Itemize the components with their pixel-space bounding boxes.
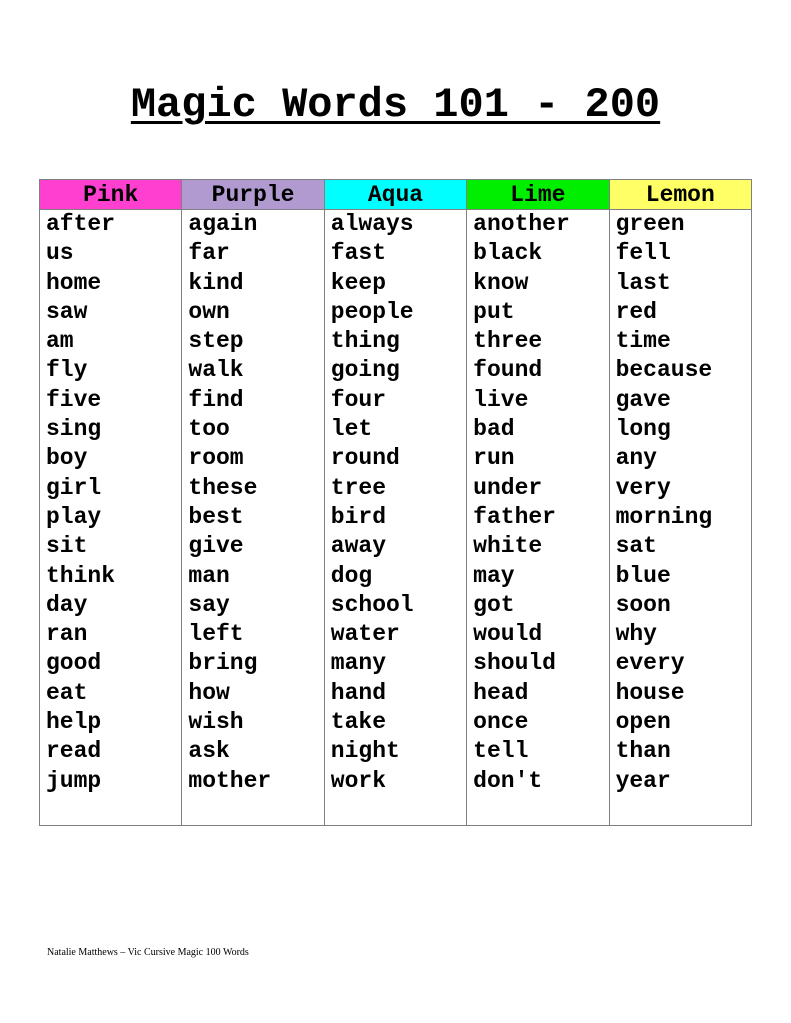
word-item: bird [330, 503, 386, 530]
word-item: fast [330, 240, 386, 267]
word-item: hand [330, 679, 386, 706]
word-item: water [330, 621, 400, 648]
magic-words-table [39, 179, 752, 826]
word-item: three [473, 328, 543, 355]
word-item: good [46, 650, 102, 677]
word-item: saw [46, 298, 88, 325]
word-item: because [615, 357, 713, 384]
word-item: run [473, 445, 515, 472]
word-item: father [473, 503, 556, 530]
word-item: give [188, 533, 244, 560]
word-item: green [615, 211, 685, 237]
word-item: bring [188, 650, 258, 677]
word-item: every [615, 650, 685, 677]
word-item: play [46, 503, 102, 530]
word-item: another [473, 211, 570, 237]
word-item: house [615, 679, 685, 706]
word-item: school [330, 591, 414, 618]
word-item: long [615, 416, 671, 443]
word-item: black [473, 240, 543, 267]
column-header-lime: Lime [467, 180, 609, 210]
word-list-pink [46, 210, 181, 796]
word-item: far [188, 240, 230, 267]
word-list-row [40, 210, 752, 826]
word-item: am [46, 328, 74, 355]
word-item: work [330, 767, 386, 794]
word-item: always [330, 211, 414, 237]
word-item: left [188, 621, 244, 648]
word-item: own [188, 298, 230, 325]
word-item: may [473, 562, 515, 589]
word-item: how [188, 679, 230, 706]
word-item: know [473, 269, 529, 296]
word-item: eat [46, 679, 88, 706]
word-item: would [473, 621, 543, 648]
word-item: tree [330, 474, 386, 501]
word-item: jump [46, 767, 102, 794]
word-item: think [46, 562, 116, 589]
word-item: sing [46, 416, 102, 443]
word-item: away [330, 533, 386, 560]
word-item: morning [615, 503, 713, 530]
word-item: room [188, 445, 244, 472]
word-item: don't [473, 767, 543, 794]
word-list-aqua [331, 210, 466, 796]
word-column-aqua [324, 210, 466, 826]
word-item: why [615, 621, 657, 648]
word-item: soon [615, 591, 671, 618]
word-item: people [330, 298, 414, 325]
word-item: walk [188, 357, 244, 384]
word-item: last [615, 269, 671, 296]
word-item: read [46, 738, 102, 765]
word-column-pink [40, 210, 182, 826]
word-item: very [615, 474, 671, 501]
word-item: mother [188, 767, 272, 794]
word-item: after [46, 211, 116, 237]
word-item: round [330, 445, 400, 472]
word-item: help [46, 709, 102, 736]
word-item: gave [615, 386, 671, 413]
word-item: any [615, 445, 657, 472]
page-title: Magic Words 101 - 200 [130, 81, 661, 129]
word-item: day [46, 591, 88, 618]
word-item: keep [330, 269, 386, 296]
word-item: sit [46, 533, 88, 560]
word-item: kind [188, 269, 244, 296]
word-item: red [615, 298, 657, 325]
word-list-lime [473, 210, 608, 796]
word-item: ran [46, 621, 88, 648]
word-item: step [188, 328, 244, 355]
word-item: white [473, 533, 543, 560]
word-item: night [330, 738, 400, 765]
word-item: man [188, 562, 230, 589]
word-item: blue [615, 562, 671, 589]
word-item: open [615, 709, 671, 736]
word-item: tell [473, 738, 529, 765]
word-item: put [473, 298, 515, 325]
word-column-lemon [609, 210, 751, 826]
word-item: wish [188, 709, 244, 736]
word-item: than [615, 738, 671, 765]
word-item: going [330, 357, 400, 384]
word-item: found [473, 357, 543, 384]
column-header-purple: Purple [182, 180, 324, 210]
word-list-lemon [616, 210, 751, 796]
word-item: many [330, 650, 386, 677]
word-item: got [473, 591, 515, 618]
word-item: live [473, 386, 529, 413]
word-item: five [46, 386, 102, 413]
word-list-purple [188, 210, 323, 796]
color-header-row [40, 180, 752, 210]
word-item: fell [615, 240, 671, 267]
word-item: again [188, 211, 258, 237]
word-item: four [330, 386, 386, 413]
word-item: sat [615, 533, 657, 560]
word-item: once [473, 709, 529, 736]
column-header-aqua: Aqua [324, 180, 466, 210]
word-item: too [188, 416, 230, 443]
word-item: let [330, 416, 373, 443]
word-item: under [473, 474, 543, 501]
word-item: bad [473, 416, 515, 443]
word-item: boy [46, 445, 88, 472]
column-header-pink: Pink [40, 180, 182, 210]
word-item: take [330, 709, 386, 736]
word-item: best [188, 503, 244, 530]
word-item: thing [330, 328, 400, 355]
word-item: time [615, 328, 671, 355]
word-item: girl [46, 474, 102, 501]
word-item: us [46, 240, 74, 267]
word-item: should [473, 650, 556, 677]
word-item: head [473, 679, 529, 706]
word-item: dog [330, 562, 373, 589]
column-header-lemon: Lemon [609, 180, 751, 210]
word-item: fly [46, 357, 88, 384]
word-item: find [188, 386, 244, 413]
word-item: say [188, 591, 230, 618]
word-item: home [46, 269, 102, 296]
footer-credit: Natalie Matthews – Vic Cursive Magic 100 Words [47, 947, 249, 958]
word-item: ask [188, 738, 230, 765]
word-item: year [615, 767, 671, 794]
word-item: these [188, 474, 258, 501]
word-column-lime [467, 210, 609, 826]
word-column-purple [182, 210, 324, 826]
